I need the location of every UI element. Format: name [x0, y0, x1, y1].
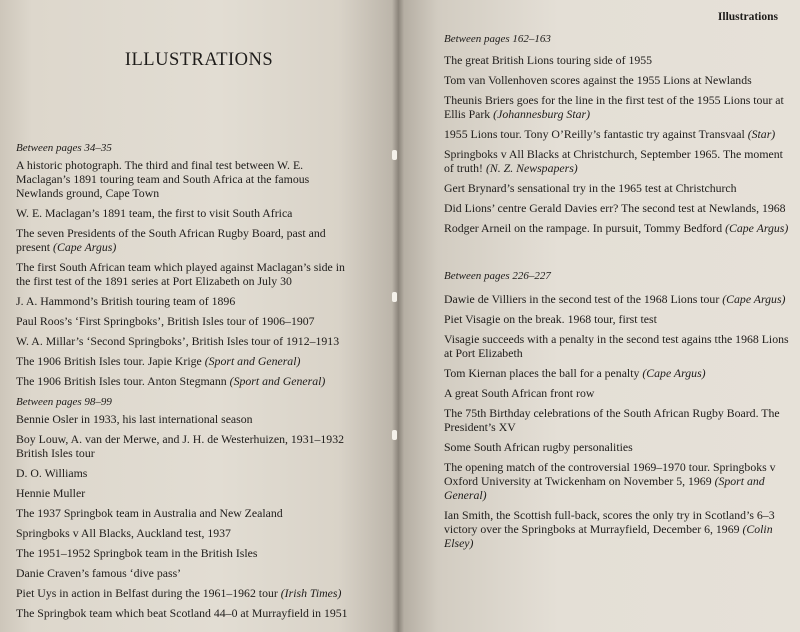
list-item	[16, 526, 366, 540]
list-item	[16, 432, 366, 460]
photo-credit: (Cape Argus)	[725, 221, 789, 235]
list-item	[444, 440, 789, 454]
photo-credit: (N. Z. Newspapers)	[485, 161, 578, 175]
photo-credit: (Sport and General)	[229, 374, 326, 388]
photo-credit: (Sport and General)	[444, 474, 765, 502]
list-item	[444, 292, 789, 306]
caption-text: Theunis Briers goes for the line in the first test of the 1955 Lions tour at Ellis Park	[444, 93, 784, 121]
binding-stitch	[392, 430, 397, 440]
photo-credit: (Sport and General)	[204, 354, 301, 368]
list-item	[16, 226, 352, 254]
list-item	[444, 181, 789, 195]
caption-text: Paul Roos’s ‘First Springboks’, British Isles tour of 1906–1907	[16, 314, 315, 328]
photo-credit: (Star)	[747, 127, 776, 141]
photo-credit: (Cape Argus)	[53, 240, 117, 254]
caption-text: The 1906 British Isles tour. Anton Stegmann	[16, 374, 227, 388]
caption-text: W. A. Millar’s ‘Second Springboks’, British Isles tour of 1912–1913	[16, 334, 340, 348]
list-item	[444, 332, 789, 360]
caption-text: The first South African team which played against Maclagan’s side in the first test of the 1891 series at Port Elizabeth on July 30	[16, 260, 345, 288]
caption-text: Piet Uys in action in Belfast during the 1961–1962 tour	[16, 586, 278, 600]
caption-text: Boy Louw, A. van der Merwe, and J. H. de Westerhuizen, 1931–1932 British Isles tour	[16, 432, 344, 460]
photo-credit: (Irish Times)	[280, 586, 342, 600]
photo-credit: (Johannesburg Star)	[493, 107, 591, 121]
section-heading-98-99: Between pages 98–99	[16, 396, 112, 408]
list-item	[16, 586, 366, 600]
list-item	[16, 374, 352, 388]
binding-stitch	[392, 292, 397, 302]
caption-text: The great British Lions touring side of 1955	[444, 53, 653, 67]
photo-credit: (Cape Argus)	[642, 366, 706, 380]
caption-text: The opening match of the controversial 1969–1970 tour. Springboks v Oxford University at Twickenham on November 5, 1969	[444, 460, 776, 488]
caption-text: Springboks v All Blacks, Auckland test, 1937	[16, 526, 231, 540]
caption-text: Piet Visagie on the break. 1968 tour, first test	[444, 312, 657, 326]
illustration-list-98-99	[16, 412, 366, 626]
list-item	[444, 127, 789, 141]
binding-stitch	[392, 150, 397, 160]
section-heading-34-35: Between pages 34–35	[16, 142, 112, 154]
list-item	[16, 606, 366, 620]
list-item	[16, 334, 352, 348]
caption-text: A great South African front row	[444, 386, 595, 400]
caption-text: Ian Smith, the Scottish full-back, scores the only try in Scotland’s 6–3 victory over the Springboks at Murrayfield, December 6, 1969	[444, 508, 775, 536]
section-heading-226-227: Between pages 226–227	[444, 270, 551, 282]
list-item	[16, 486, 366, 500]
book-gutter	[392, 0, 404, 632]
caption-text: Bennie Osler in 1933, his last international season	[16, 412, 253, 426]
list-item	[16, 412, 366, 426]
list-item	[444, 201, 789, 215]
caption-text: The 1906 British Isles tour. Japie Krige	[16, 354, 202, 368]
caption-text: Dawie de Villiers in the second test of the 1968 Lions tour	[444, 292, 720, 306]
section-heading-162-163: Between pages 162–163	[444, 33, 551, 45]
caption-text: The 75th Birthday celebrations of the South African Rugby Board. The President’s XV	[444, 406, 780, 434]
page-title: ILLUSTRATIONS	[124, 50, 274, 70]
illustration-list-226-227	[444, 292, 789, 556]
caption-text: Danie Craven’s famous ‘dive pass’	[16, 566, 182, 580]
illustration-list-34-35	[16, 158, 352, 394]
caption-text: The Springbok team which beat Scotland 44–0 at Murrayfield in 1951	[16, 606, 348, 620]
illustration-list-162-163	[444, 53, 789, 241]
list-item	[444, 366, 789, 380]
list-item	[16, 506, 366, 520]
list-item	[16, 158, 352, 200]
list-item	[16, 546, 366, 560]
caption-text: D. O. Williams	[16, 466, 88, 480]
photo-credit: (Cape Argus)	[722, 292, 786, 306]
caption-text: Hennie Muller	[16, 486, 86, 500]
list-item	[16, 314, 352, 328]
list-item	[16, 566, 366, 580]
photo-credit: (Colin Elsey)	[444, 522, 773, 550]
list-item	[444, 460, 789, 502]
caption-text: J. A. Hammond’s British touring team of 1896	[16, 294, 236, 308]
caption-text: The 1951–1952 Springbok team in the British Isles	[16, 546, 258, 560]
list-item	[444, 53, 789, 67]
list-item	[444, 312, 789, 326]
list-item	[444, 147, 789, 175]
right-page	[398, 0, 800, 632]
caption-text: Springboks v All Blacks at Christchurch, September 1965. The moment of truth!	[444, 147, 783, 175]
list-item	[16, 206, 352, 220]
caption-text: The 1937 Springbok team in Australia and New Zealand	[16, 506, 283, 520]
caption-text: Tom Kiernan places the ball for a penalty	[444, 366, 640, 380]
list-item	[444, 508, 789, 550]
running-head: Illustrations	[717, 11, 778, 23]
left-page	[0, 0, 398, 632]
caption-text: W. E. Maclagan’s 1891 team, the first to visit South Africa	[16, 206, 293, 220]
caption-text: Tom van Vollenhoven scores against the 1955 Lions at Newlands	[444, 73, 752, 87]
list-item	[444, 386, 789, 400]
list-item	[444, 406, 789, 434]
caption-text: A historic photograph. The third and final test between W. E. Maclagan’s 1891 touring team and South Africa at the famous Newlands ground, Cape Town	[16, 158, 310, 200]
list-item	[444, 73, 789, 87]
list-item	[16, 466, 366, 480]
caption-text: 1955 Lions tour. Tony O’Reilly’s fantastic try against Transvaal	[444, 127, 745, 141]
caption-text: Rodger Arneil on the rampage. In pursuit, Tommy Bedford	[444, 221, 723, 235]
list-item	[444, 221, 789, 235]
caption-text: Gert Brynard’s sensational try in the 1965 test at Christchurch	[444, 181, 737, 195]
list-item	[16, 354, 352, 368]
list-item	[16, 260, 352, 288]
list-item	[16, 294, 352, 308]
list-item	[444, 93, 789, 121]
caption-text: Visagie succeeds with a penalty in the second test agains tthe 1968 Lions at Port Elizabeth	[444, 332, 789, 360]
caption-text: The seven Presidents of the South African Rugby Board, past and present	[16, 226, 326, 254]
caption-text: Did Lions’ centre Gerald Davies err? The second test at Newlands, 1968	[444, 201, 786, 215]
caption-text: Some South African rugby personalities	[444, 440, 633, 454]
